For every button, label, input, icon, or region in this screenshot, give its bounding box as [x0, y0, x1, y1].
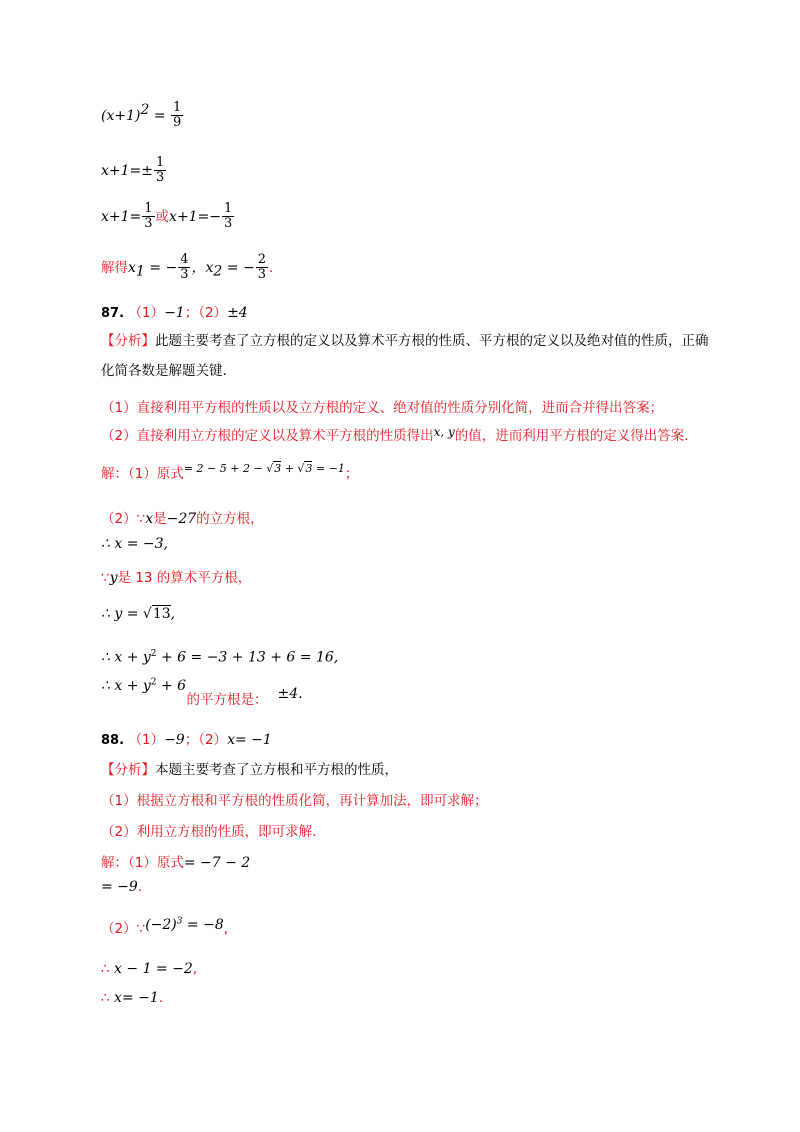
q88-p2-l1-end: , — [192, 961, 198, 977]
sqrt-radicand: 13 — [152, 606, 171, 622]
q88-hint-1: （1）根据立方根和平方根的性质化简，再计算加法，即可求解； — [101, 793, 488, 809]
eq1-exponent: 2 — [140, 102, 150, 119]
q87-p2-y: y — [109, 570, 118, 586]
q87-hint2-a: （2）直接利用立方根的定义以及算术平方根的性质得出 — [101, 428, 434, 444]
equation-line-4 — [101, 253, 273, 283]
eq4-eq2: = − — [222, 259, 255, 276]
q87-sep: ； — [184, 305, 199, 321]
eq2-fraction — [154, 156, 166, 186]
equation-line-2 — [101, 156, 167, 186]
expr-part: (−2) — [145, 917, 177, 933]
equation-line-3 — [101, 202, 235, 232]
q88-part2-line-3 — [101, 990, 163, 1006]
expr-part: ∴ y = — [101, 606, 143, 622]
q88-sol-line2-end: . — [137, 879, 143, 895]
q87-p2-conclusion: ∴ x = −3, — [101, 536, 168, 552]
q88-number: 88. — [101, 733, 125, 748]
q88-p2-label: （2）∵ — [101, 921, 146, 937]
q87-analysis-text: 此题主要考查了立方根的定义以及算术平方根的性质、平方根的定义以及绝对值的性质，正确化简各数是解题关键. — [101, 333, 709, 379]
frac-den: 3 — [144, 216, 153, 232]
exponent: 2 — [150, 677, 157, 688]
q88-part1-answer: −9 — [164, 732, 185, 748]
eq4-sub2: 2 — [213, 263, 223, 280]
q87-part2-label: （2） — [198, 305, 228, 321]
q88-p2-l2: x= −1 — [109, 990, 159, 1006]
eq4-fraction-b — [256, 253, 268, 283]
q87-hint-1: （1）直接利用平方根的性质以及立方根的定义、绝对值的性质分别化简，进而合并得出答案； — [101, 400, 664, 416]
q87-p2-val: −27 — [166, 511, 197, 527]
q87-p2-mid: 是 — [153, 511, 167, 527]
eq2-left: x+1=± — [101, 162, 153, 179]
q88-p2-l2-end: . — [158, 990, 164, 1006]
q87-p2-end: 的立方根， — [196, 511, 264, 527]
expr-part: + 6 — [156, 678, 187, 694]
eq4-sub1: 1 — [135, 263, 145, 280]
eq1-left: (x+1) — [101, 107, 141, 124]
expr-part: ∴ x + y — [101, 678, 151, 694]
q87-part2-answer: ±4 — [227, 305, 248, 321]
sqrt-symbol: √ — [297, 462, 305, 475]
q88-sol-expr: = −7 − 2 — [183, 855, 251, 871]
q87-p2-y-text: 是 13 的算术平方根， — [117, 570, 252, 586]
eq4-fraction-a — [178, 253, 190, 283]
q88-part2-line-1 — [101, 917, 228, 937]
frac-num: 4 — [180, 252, 189, 267]
exponent: 2 — [150, 649, 157, 659]
frac-den: 3 — [180, 267, 189, 283]
q88-part2-answer: x= −1 — [227, 732, 272, 748]
q87-p2-final — [101, 677, 303, 708]
frac-num: 1 — [173, 100, 182, 115]
q87-because-symbol: ∵ — [101, 570, 110, 586]
q87-p2-sum — [101, 649, 338, 666]
eq3-fraction-a — [142, 202, 154, 232]
q87-analysis-tag: 【分析】 — [101, 333, 155, 349]
expr-part: ∴ x + y — [101, 649, 151, 666]
expr-part: + 6 = −3 + 13 + 6 = 16, — [156, 649, 339, 666]
q87-hint-2 — [101, 424, 689, 444]
eq3-right: x+1=− — [169, 208, 222, 225]
frac-num: 1 — [156, 155, 165, 170]
q88-solution-2 — [101, 879, 142, 895]
expr-part: , — [170, 606, 176, 622]
q87-sol-end: ； — [344, 466, 359, 482]
q87-part2-line-y — [101, 566, 251, 586]
eq1-equals: = — [149, 107, 171, 124]
q87-part1-label: （1） — [128, 305, 165, 321]
q87-part2-line-1 — [101, 507, 264, 527]
q88-solution-1 — [101, 851, 250, 871]
q87-final-text: 的平方根是： — [186, 692, 268, 708]
q87-p2-x: x — [145, 511, 154, 527]
eq4-end: . — [268, 259, 274, 276]
eq4-x1: x — [128, 259, 136, 276]
expr-part: = 2 − 5 + 2 − — [183, 462, 267, 475]
expr-part: = −1 — [312, 462, 345, 475]
q88-part2-line-2 — [101, 961, 197, 977]
exponent: 3 — [176, 916, 183, 927]
frac-den: 3 — [224, 216, 233, 232]
q88-analysis-text: 本题主要考查了立方根和平方根的性质， — [155, 762, 398, 778]
q87-final-expr — [101, 678, 186, 694]
q87-number: 87. — [101, 306, 125, 321]
eq4-sep: ， — [191, 259, 206, 276]
q87-sol-label: 解：（1）原式 — [101, 466, 184, 482]
eq4-label: 解得 — [101, 259, 128, 276]
q87-sol-expr — [184, 462, 345, 475]
sqrt-symbol: √ — [266, 462, 274, 475]
eq3-fraction-b — [222, 202, 234, 232]
q88-part1-label: （1） — [128, 732, 165, 748]
frac-den: 3 — [257, 267, 266, 283]
eq4-x2: x — [205, 259, 214, 276]
expr-part: = −8 — [182, 917, 224, 933]
eq3-or: 或 — [155, 208, 170, 225]
therefore-symbol: ∴ — [101, 990, 110, 1006]
q88-p2-expr — [145, 917, 224, 933]
eq3-left: x+1= — [101, 208, 142, 225]
q87-analysis — [101, 326, 721, 386]
q88-analysis-tag: 【分析】 — [101, 762, 155, 778]
eq1-fraction — [171, 101, 183, 131]
frac-num: 1 — [224, 201, 233, 216]
q88-sep: ； — [184, 732, 199, 748]
q87-answer-line — [101, 301, 248, 321]
frac-den: 3 — [156, 170, 165, 186]
q87-p2-y-conclusion — [101, 606, 175, 622]
q88-analysis — [101, 758, 398, 778]
q87-final-val: ±4. — [277, 686, 303, 702]
expr-part: + — [281, 462, 298, 475]
sqrt-symbol: √ — [142, 606, 152, 622]
q88-part2-label: （2） — [198, 732, 228, 748]
q87-p2-label: （2）∵ — [101, 511, 146, 527]
therefore-symbol: ∴ — [101, 961, 110, 977]
q88-answer-line — [101, 728, 272, 748]
sqrt-radicand: 3 — [274, 462, 282, 475]
q88-p2-end: , — [223, 921, 229, 937]
frac-num: 2 — [257, 252, 266, 267]
equation-line-1 — [101, 101, 184, 131]
q88-sol-line2: = −9 — [101, 879, 138, 895]
q87-part1-answer: −1 — [164, 305, 185, 321]
q87-hint2-vars: x, y — [433, 425, 455, 439]
q88-hint-2: （2）利用立方根的性质，即可求解. — [101, 824, 317, 840]
frac-den: 9 — [173, 115, 182, 131]
q87-hint2-b: 的值，进而利用平方根的定义得出答案. — [454, 428, 689, 444]
eq4-eq1: = − — [144, 259, 178, 276]
frac-num: 1 — [144, 201, 153, 216]
q87-solution-1 — [101, 462, 358, 482]
q88-p2-l1: x − 1 = −2 — [109, 961, 193, 977]
sqrt-radicand: 3 — [305, 462, 313, 475]
q88-sol-label: 解：（1）原式 — [101, 855, 184, 871]
